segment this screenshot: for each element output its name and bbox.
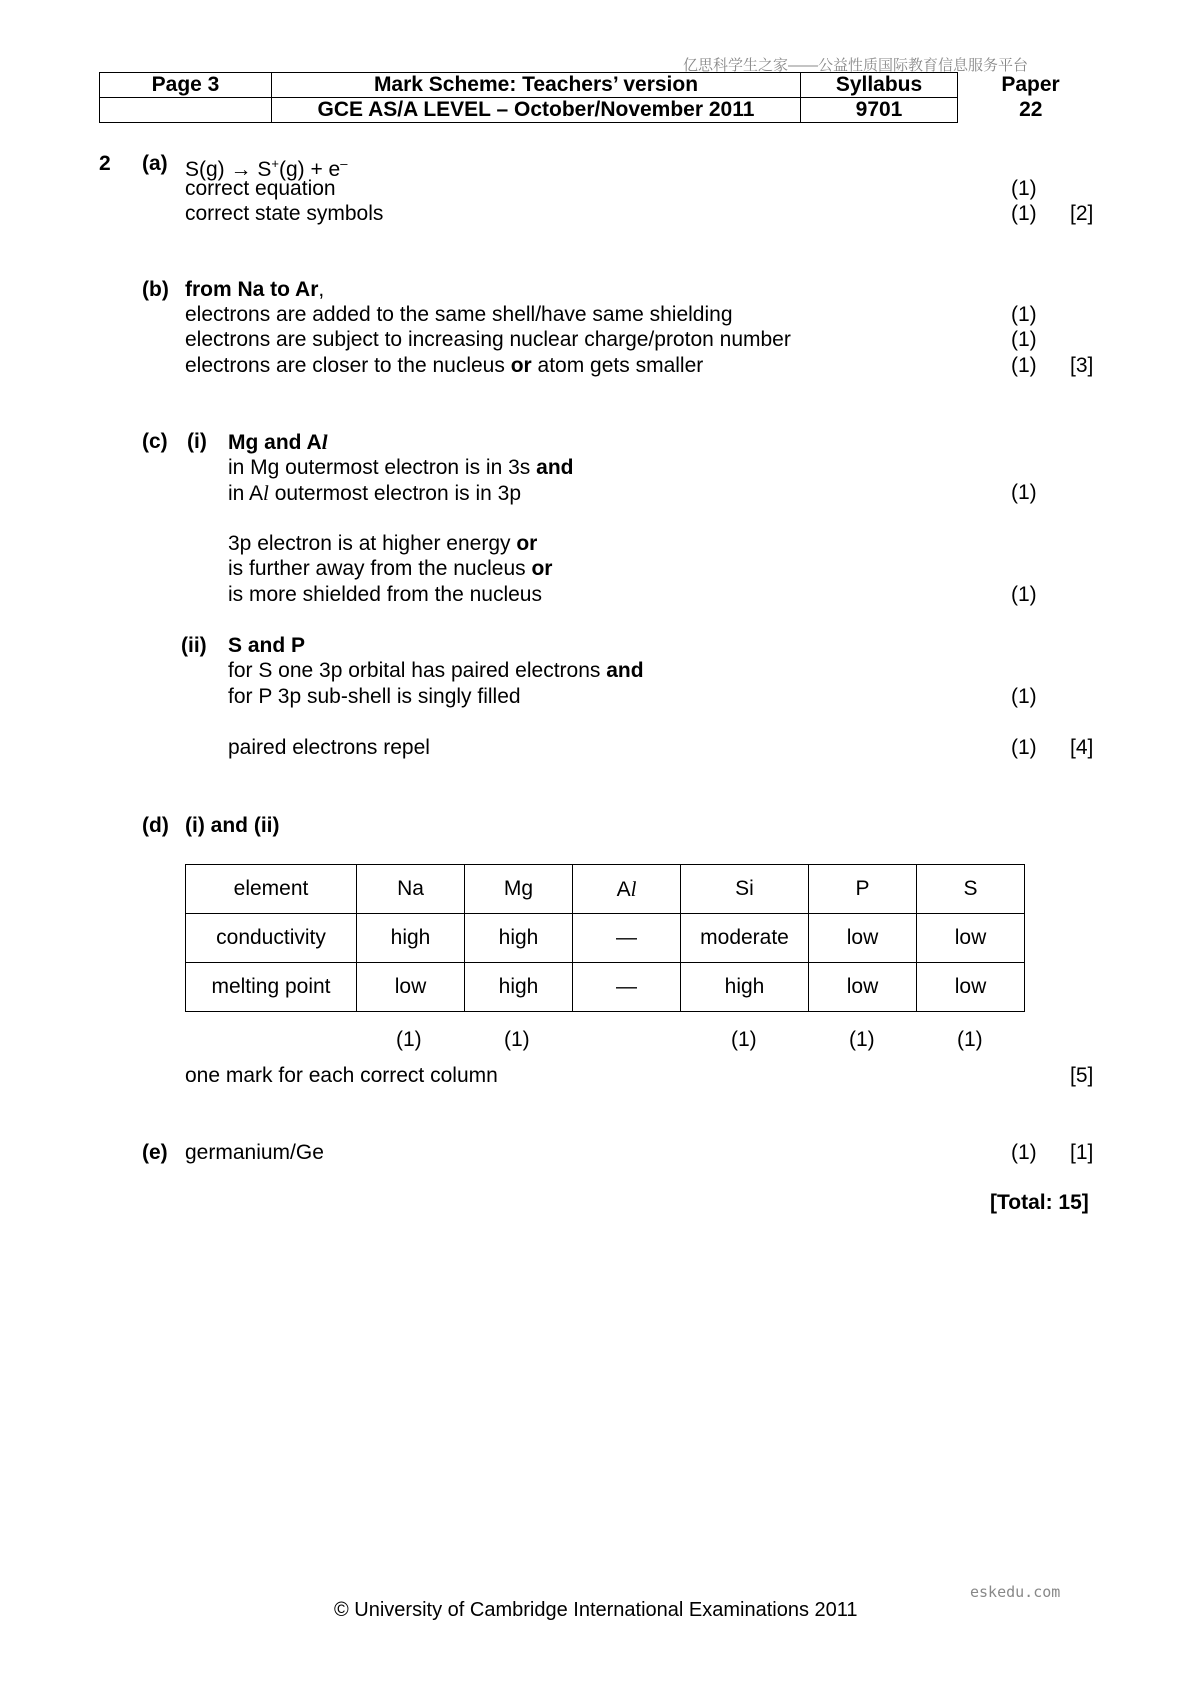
table-row [186,914,1025,963]
table-row [186,865,1025,914]
part-c-i-mark2: (1) [1011,583,1037,606]
watermark-text: 亿思科学生之家——公益性质国际教育信息服务平台 [683,57,1029,74]
script-l-symbol: l [630,876,637,901]
column-mark-si: (1) [731,1028,757,1051]
part-e-mark1: (1) [1011,1141,1037,1164]
table-cell: high [465,914,573,963]
part-c-total: [4] [1070,736,1094,759]
table-cell: high [465,963,573,1012]
part-b-heading-comma: , [318,278,325,301]
part-c-label: (c) [142,430,168,453]
part-d-heading: (i) and (ii) [185,814,280,837]
table-cell: low [917,963,1025,1012]
part-c-i-line1 [228,456,573,480]
part-b-line2: electrons are subject to increasing nuclear charge/proton number [185,328,791,351]
part-c-ii-label: (ii) [181,634,207,657]
part-c-i-line1-and: and [536,456,574,479]
part-c-ii-line1-and: and [606,659,644,682]
part-e-label: (e) [142,1141,168,1164]
column-mark-p: (1) [849,1028,875,1051]
column-mark-mg: (1) [504,1028,530,1051]
header-empty-cell [100,98,272,123]
table-cell: conductivity [186,914,357,963]
part-c-i-line2 [228,481,521,506]
table-cell: melting point [186,963,357,1012]
part-c-i-line5: is more shielded from the nucleus [228,583,542,606]
part-a-mark2: (1) [1011,202,1037,225]
part-d-label: (d) [142,814,169,837]
table-cell [573,865,681,914]
part-c-ii-line1-pre: for S one 3p orbital has paired electrons [228,659,607,682]
part-c-i-mark1: (1) [1011,481,1037,504]
part-c-i-heading-text: Mg and A [228,431,322,454]
part-b-mark2: (1) [1011,328,1037,351]
part-c-i-line2-post: outermost electron is in 3p [268,482,521,505]
header-title: Mark Scheme: Teachers’ version [272,73,801,98]
table-row [186,963,1025,1012]
part-b-line1: electrons are added to the same shell/have same shielding [185,303,733,326]
equation-middle: (g) + e [278,158,341,181]
part-c-i-line1-pre: in Mg outermost electron is in 3s [228,456,537,479]
part-a-total: [2] [1070,202,1094,225]
part-c-i-label: (i) [187,430,207,453]
table-cell: high [357,914,465,963]
part-d-note: one mark for each correct column [185,1064,498,1087]
table-cell: S [917,865,1025,914]
header-table [99,72,1104,123]
part-b-line3-post: atom gets smaller [531,354,704,377]
table-cell: low [809,914,917,963]
part-c-ii-line3: paired electrons repel [228,736,430,759]
part-c-i-line3-pre: 3p electron is at higher energy [228,532,517,555]
part-e-answer: germanium/Ge [185,1141,324,1164]
part-e-total: [1] [1070,1141,1094,1164]
paper-label: Paper [1001,73,1060,96]
part-c-ii-mark1: (1) [1011,685,1037,708]
paper-number: 22 [1019,98,1043,121]
table-cell: low [357,963,465,1012]
part-c-ii-mark2: (1) [1011,736,1037,759]
part-c-i-line3-or: or [516,532,538,555]
part-a-label: (a) [142,152,168,175]
part-b-total: [3] [1070,354,1094,377]
table-cell: Na [357,865,465,914]
table-cell: low [809,963,917,1012]
part-c-ii-line1 [228,659,644,683]
table-cell: — [573,963,681,1012]
syllabus-label: Syllabus [801,73,958,98]
table-cell: high [681,963,809,1012]
question-number: 2 [99,152,111,175]
part-c-i-line3 [228,532,537,556]
part-b-line3-pre: electrons are closer to the nucleus [185,354,511,377]
equation-left: S(g) → S [185,158,272,181]
part-b-heading-bold: from Na to Ar [185,278,319,301]
table-cell: moderate [681,914,809,963]
table-cell: element [186,865,357,914]
script-l-symbol: l [263,481,269,505]
column-mark-s: (1) [957,1028,983,1051]
aluminium-symbol-a: A [616,877,631,901]
table-cell: — [573,914,681,963]
page-number: Page 3 [100,73,272,98]
part-b-heading [185,278,324,302]
syllabus-code: 9701 [801,98,958,123]
part-a-line1: correct equation [185,177,336,200]
part-c-i-heading [228,430,328,455]
part-b-line3 [185,354,703,378]
part-b-mark3: (1) [1011,354,1037,377]
part-c-i-line2-pre: in A [228,482,264,505]
watermark-bottom: eskedu.com [970,1583,1061,1601]
part-b-mark1: (1) [1011,303,1037,326]
part-c-i-line4 [228,557,552,581]
part-b-line3-or: or [510,354,532,377]
part-a-mark1: (1) [1011,177,1037,200]
part-c-ii-line2: for P 3p sub-shell is singly filled [228,685,521,708]
table-cell: low [917,914,1025,963]
script-l-symbol: l [321,430,328,454]
part-d-total: [5] [1070,1064,1094,1087]
equation-superscript-plus: + [271,156,279,171]
properties-table [185,864,1025,1012]
part-c-ii-heading: S and P [228,634,306,657]
table-cell: Si [681,865,809,914]
grand-total: [Total: 15] [990,1191,1089,1214]
footer-copyright: © University of Cambridge International Examinations 2011 [334,1599,858,1621]
table-cell: P [809,865,917,914]
part-a-line2: correct state symbols [185,202,384,225]
part-c-i-line4-or: or [531,557,553,580]
column-mark-na: (1) [396,1028,422,1051]
part-b-label: (b) [142,278,169,301]
table-cell: Mg [465,865,573,914]
header-subtitle: GCE AS/A LEVEL – October/November 2011 [272,98,801,123]
equation-superscript-minus: – [340,156,348,171]
part-c-i-line4-pre: is further away from the nucleus [228,557,532,580]
